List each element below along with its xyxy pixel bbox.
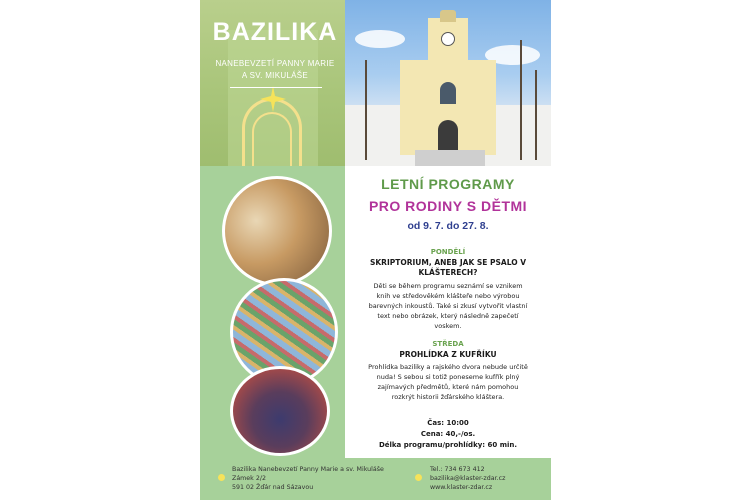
date-range: od 9. 7. do 27. 8. (407, 220, 489, 232)
tree (365, 60, 367, 160)
poster-subtitle: NANEBEVZETÍ PANNY MARIE A SV. MIKULÁŠE (215, 59, 335, 80)
hero-photo (200, 0, 551, 166)
arch-decoration-inner (252, 112, 292, 166)
title-divider (230, 87, 322, 88)
program-day-monday: PONDĚLÍ (430, 248, 466, 256)
tree (520, 40, 522, 160)
footer (200, 458, 551, 500)
program-content (345, 166, 551, 458)
church-photo (345, 0, 551, 166)
footer-email[interactable]: bazilika@klaster-zdar.cz (430, 475, 506, 482)
heading-summer-programs: LETNÍ PROGRAMY (381, 176, 515, 192)
program-title-scriptorium: SKRIPTORIUM, ANEB JAK SE PSALO V KLÁŠTERECH? (369, 258, 527, 277)
photo-column (200, 166, 345, 458)
info-price: Cena: 40,-/os. (420, 430, 476, 438)
clock-icon (441, 32, 455, 46)
program-desc-suitcase: Prohlídka baziliky a rajského dvora nebude určitě nuda! S sebou si totiž poneseme kufřík plný zajímavých předmětů, které nám pomohou rozkrýt historii žďárského kláštera. (368, 363, 528, 401)
program-desc-scriptorium: Děti se během programu seznámí se vznikem knih ve středověkém klášteře nebo výrobou barevných inkoustů. Také si zkusí vytvořit vlastní text nebo obrázek, který následně zapečetí voskem. (368, 282, 528, 330)
photo-suitcase (230, 366, 330, 456)
poster (200, 0, 551, 500)
info-duration: Délka programu/prohlídky: 60 min. (378, 441, 518, 449)
footer-address: Bazilika Nanebevzetí Panny Marie a sv. Mikuláše Zámek 2/2 591 02 Žďár nad Sázavou (232, 466, 384, 491)
program-info (345, 418, 551, 451)
cloud (355, 30, 405, 48)
church-building (400, 10, 496, 155)
footer-phone: Tel.: 734 673 412 (430, 466, 485, 473)
footer-contact (430, 465, 545, 492)
photo-writing-quill (222, 176, 332, 286)
bullet-dot-icon (218, 474, 225, 481)
info-time: Čas: 10:00 (427, 419, 469, 427)
tree (535, 70, 537, 160)
footer-website[interactable]: www.klaster-zdar.cz (430, 484, 493, 491)
program-day-wednesday: STŘEDA (432, 340, 464, 348)
star-icon (260, 86, 286, 112)
program-title-suitcase: PROHLÍDKA Z KUFŘÍKU (399, 350, 497, 359)
heading-families: PRO RODINY S DĚTMI (368, 198, 528, 214)
path (415, 150, 485, 166)
bullet-dot-icon (415, 474, 422, 481)
poster-title: BAZILIKA (212, 18, 338, 46)
